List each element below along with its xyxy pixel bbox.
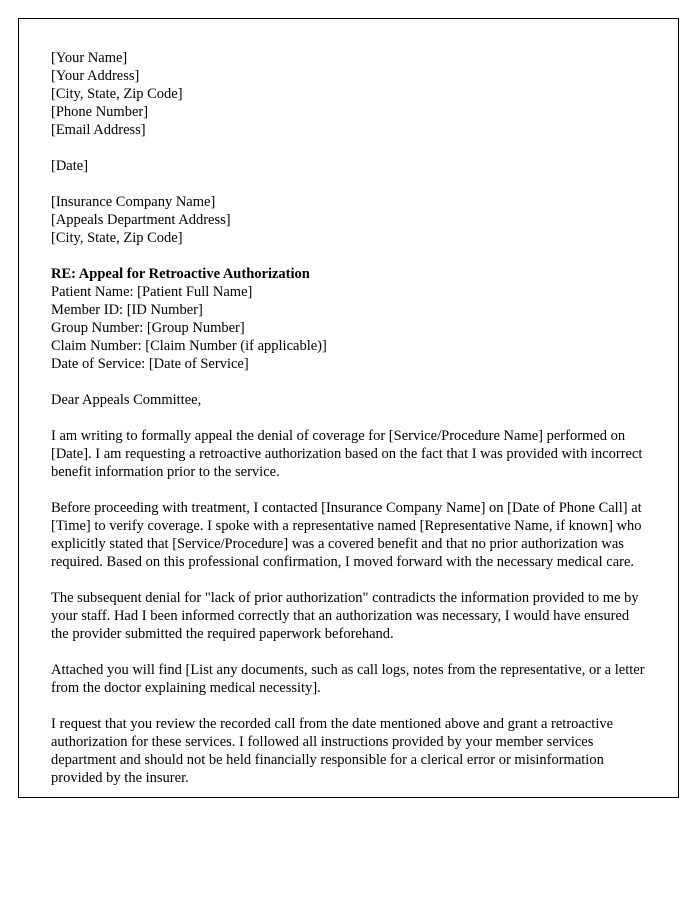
subject-details-block [51, 265, 650, 373]
detail-patient-name: Patient Name: [Patient Full Name] [51, 284, 253, 300]
recipient-city-line: [City, State, Zip Code] [51, 230, 183, 246]
paragraph-denial-contradiction: The subsequent denial for "lack of prior authorization" contradicts the information provided to me by your staff. Had I been informed correctly that an authorization was necessary, I would have ensured the provider submitted the required paperwork beforehand. [51, 590, 639, 642]
sender-city-line: [City, State, Zip Code] [51, 86, 183, 102]
detail-date-of-service: Date of Service: [Date of Service] [51, 356, 249, 372]
detail-group-number: Group Number: [Group Number] [51, 320, 245, 336]
detail-claim-number: Claim Number: [Claim Number (if applicable)] [51, 338, 327, 354]
sender-address-line: [Your Address] [51, 68, 140, 84]
paragraph-appeal-intro: I am writing to formally appeal the denial of coverage for [Service/Procedure Name] performed on [Date]. I am requesting a retroactive authorization based on the fact that I was provided with incorrect benefit information prior to the service. [51, 428, 643, 480]
sender-phone-line: [Phone Number] [51, 104, 149, 120]
salutation-line: Dear Appeals Committee, [51, 392, 202, 408]
recipient-department-line: [Appeals Department Address] [51, 212, 231, 228]
paragraph-attachments: Attached you will find [List any documents, such as call logs, notes from the representative, or a letter from the doctor explaining medical necessity]. [51, 662, 645, 696]
paragraph-request-review: I request that you review the recorded call from the date mentioned above and grant a retroactive authorization for these services. I followed all instructions provided by your member services department and should not be held financially responsible for a clerical error or misinformation provided by the insurer. [51, 716, 614, 786]
letter-frame [18, 18, 679, 798]
subject-line: RE: Appeal for Retroactive Authorization [51, 266, 310, 282]
sender-address-block [51, 49, 650, 139]
detail-member-id: Member ID: [ID Number] [51, 302, 203, 318]
sender-name-line: [Your Name] [51, 50, 128, 66]
sender-email-line: [Email Address] [51, 122, 146, 138]
recipient-address-block [51, 193, 650, 247]
recipient-company-line: [Insurance Company Name] [51, 194, 216, 210]
paragraph-verification-call: Before proceeding with treatment, I contacted [Insurance Company Name] on [Date of Phone Call] at [Time] to verify coverage. I spoke with a representative named [Representative Name, if known] who explicitly stated that [Service/Procedure] was a covered benefit and that no prior authorization was required. Based on this professional confirmation, I moved forward with the necessary medical care. [51, 500, 642, 570]
date-line: [Date] [51, 158, 89, 174]
